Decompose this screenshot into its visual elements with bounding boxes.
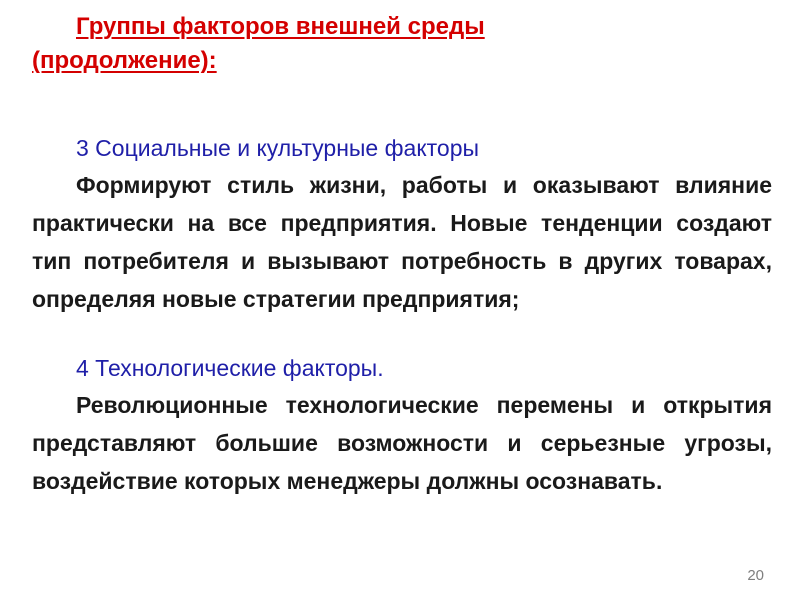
section-technological	[32, 350, 772, 500]
section-spacer	[32, 318, 772, 350]
title-line-1: Группы факторов внешней среды	[76, 13, 485, 40]
slide-body	[32, 130, 772, 500]
section-text: Революционные технологические перемены и открытия представляют большие возможности и серьезные угрозы, воздействие которых менеджеры должны осознавать.	[32, 392, 772, 494]
section-social-cultural	[32, 130, 772, 318]
slide-title	[32, 10, 772, 78]
title-line-2: (продолжение):	[32, 47, 217, 74]
section-heading: 4 Технологические факторы.	[76, 355, 384, 381]
section-heading: 3 Социальные и культурные факторы	[76, 135, 480, 161]
section-text: Формируют стиль жизни, работы и оказывают влияние практически на все предприятия. Новые тенденции создают тип потребителя и вызывают потребность в других товарах, определяя новые стратегии предприятия;	[32, 172, 772, 312]
page-number: 20	[747, 567, 764, 584]
